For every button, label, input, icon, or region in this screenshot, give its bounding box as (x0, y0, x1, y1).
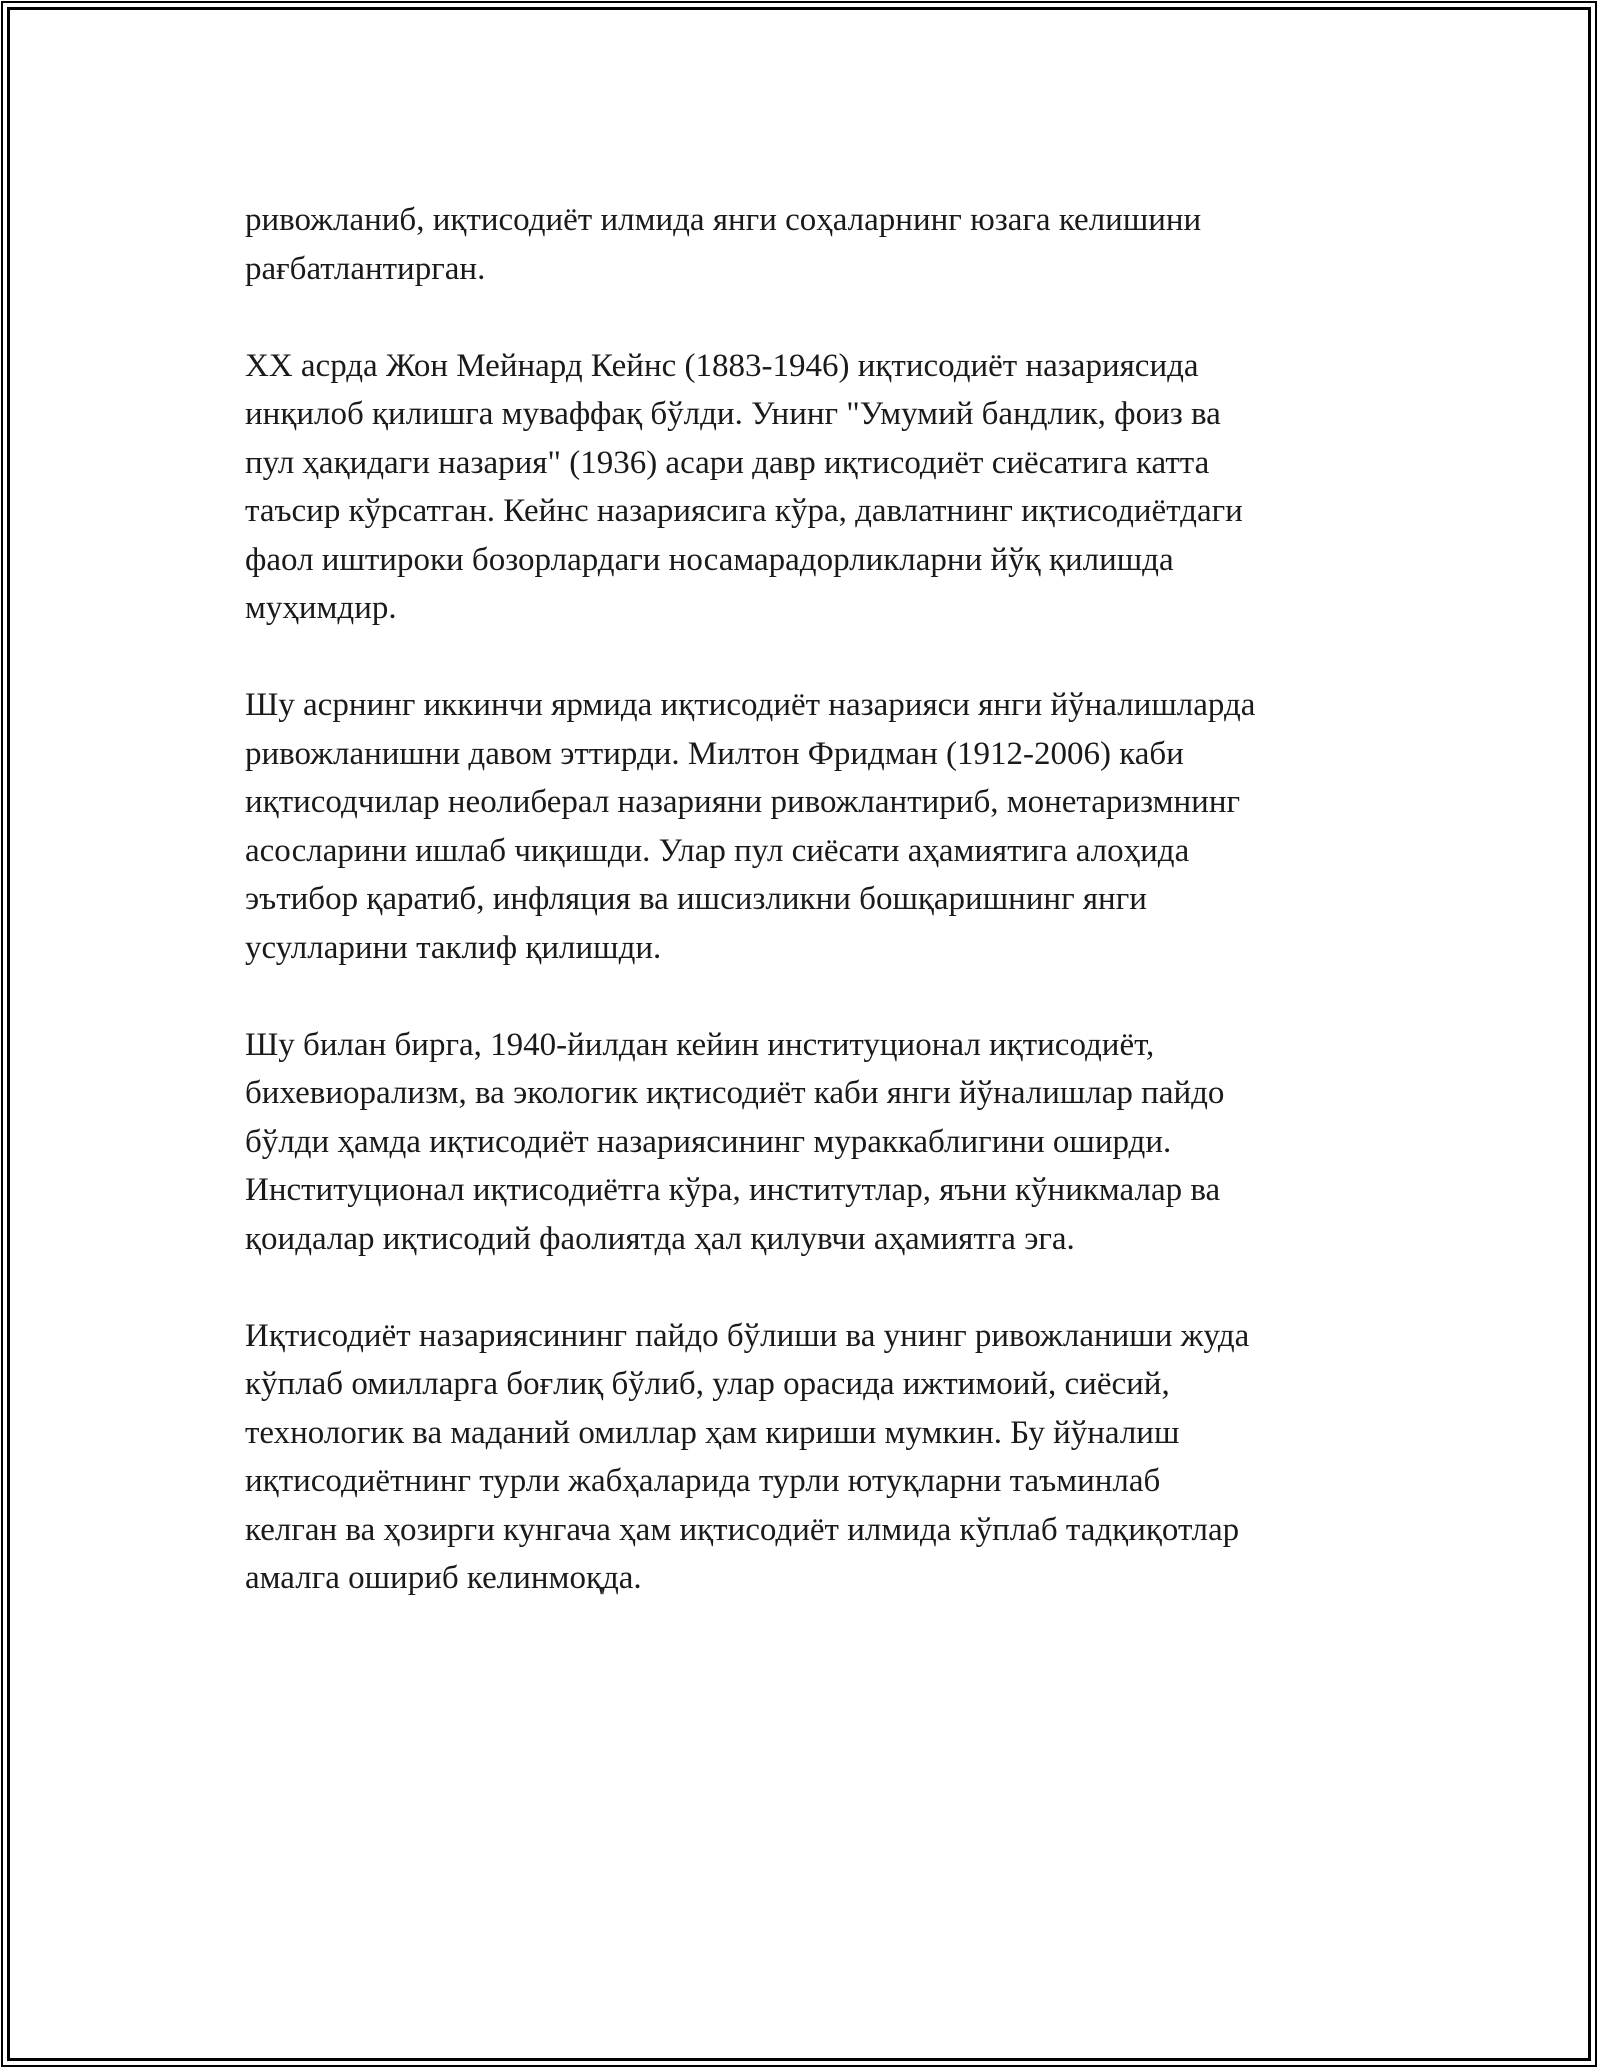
text-line: бўлди ҳамда иқтисодиёт назариясининг мураккаблигини оширди. (245, 1123, 1172, 1160)
text-line: рағбатлантирган. (245, 250, 486, 287)
paragraph-5 (245, 1312, 1405, 1603)
text-line: асосларини ишлаб чиқишди. Улар пул сиёсати аҳамиятига алоҳида (245, 832, 1190, 869)
paragraph-2 (245, 342, 1405, 633)
text-line: фаол иштироки бозорлардаги носамарадорликларни йўқ қилишда (245, 541, 1174, 578)
text-line: иқтисодчилар неолиберал назарияни ривожлантириб, монетаризмнинг (245, 784, 1241, 820)
text-line: усулларини таклиф қилишди. (245, 929, 662, 966)
text-line: муҳимдир. (245, 590, 397, 626)
text-line: иқтисодиётнинг турли жабҳаларида турли ютуқларни таъминлаб (245, 1463, 1161, 1499)
text-line: XX асрда Жон Мейнард Кейнс (1883-1946) иқтисодиёт назариясида (245, 347, 1199, 384)
text-line: таъсир кўрсатган. Кейнс назариясига кўра, давлатнинг иқтисодиётдаги (245, 493, 1243, 529)
paragraph-3 (245, 681, 1405, 972)
text-line: инқилоб қилишга муваффақ бўлди. Унинг "Умумий бандлик, фоиз ва (245, 396, 1221, 432)
text-line: Иқтисодиёт назариясининг пайдо бўлиши ва унинг ривожланиши жуда (245, 1317, 1250, 1354)
paragraph-4 (245, 1021, 1405, 1264)
text-line: технологик ва маданий омиллар ҳам кириши мумкин. Бу йўналиш (245, 1414, 1180, 1451)
text-line: ривожланишни давом эттирди. Милтон Фридман (1912-2006) каби (245, 735, 1184, 772)
text-line: бихевиорализм, ва экологик иқтисодиёт каби янги йўналишлар пайдо (245, 1075, 1225, 1111)
text-line: Шу асрнинг иккинчи ярмида иқтисодиёт назарияси янги йўналишларда (245, 687, 1256, 723)
text-line: пул ҳақидаги назария" (1936) асари давр иқтисодиёт сиёсатига катта (245, 444, 1210, 481)
text-line: қоидалар иқтисодий фаолиятда ҳал қилувчи аҳамиятга эга. (245, 1220, 1075, 1257)
text-line: Шу билан бирга, 1940-йилдан кейин институционал иқтисодиёт, (245, 1026, 1155, 1063)
document-body (245, 196, 1405, 1651)
text-line: амалга ошириб келинмоқда. (245, 1560, 642, 1596)
page-frame (7, 7, 1591, 2061)
text-line: ривожланиб, иқтисодиёт илмида янги соҳаларнинг юзага келишини (245, 202, 1202, 238)
text-line: кўплаб омилларга боғлиқ бўлиб, улар орасида ижтимоий, сиёсий, (245, 1366, 1170, 1402)
text-line: Институционал иқтисодиётга кўра, институтлар, яъни кўникмалар ва (245, 1172, 1221, 1208)
text-line: эътибор қаратиб, инфляция ва ишсизликни бошқаришнинг янги (245, 881, 1147, 917)
text-line: келган ва ҳозирги кунгача ҳам иқтисодиёт илмида кўплаб тадқиқотлар (245, 1511, 1240, 1548)
paragraph-1 (245, 196, 1405, 293)
